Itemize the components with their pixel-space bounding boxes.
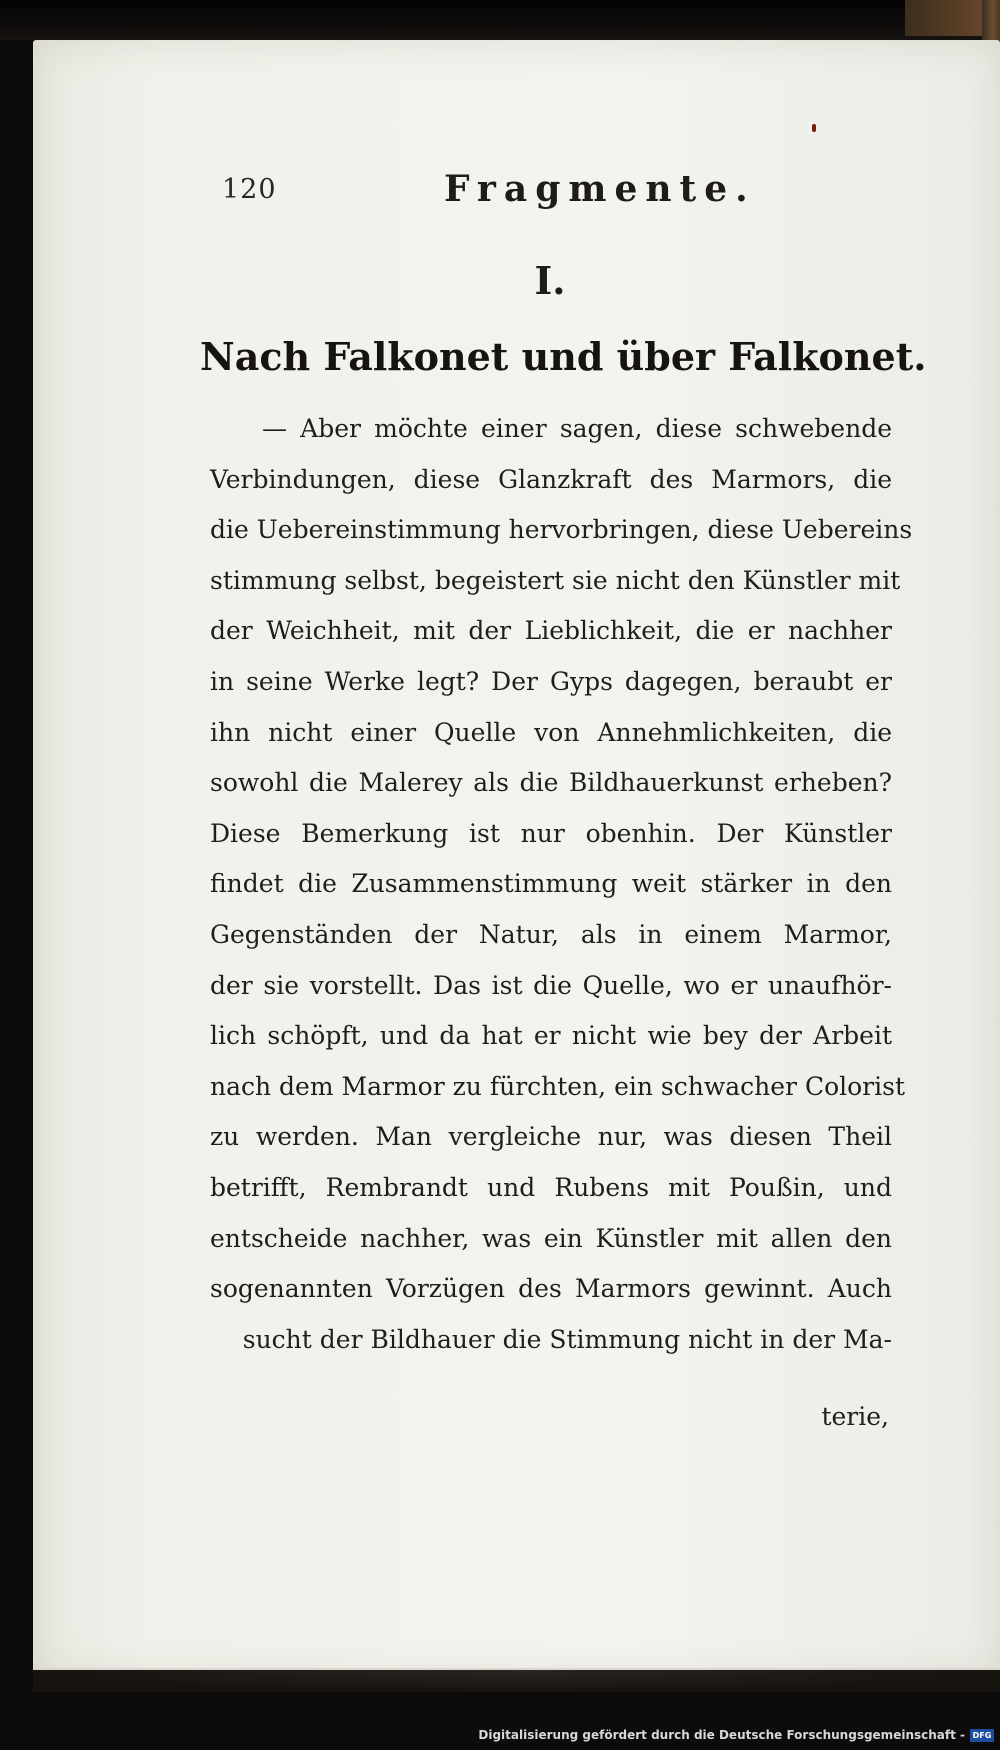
text-line: Verbindungen, diese Glanzkraft des Marmors, die (210, 464, 892, 494)
text-line: betrifft, Rembrandt und Rubens mit Poußin, und (210, 1172, 892, 1202)
text-line: sogenannten Vorzügen des Marmors gewinnt. Auch (210, 1274, 892, 1304)
page-header (222, 168, 756, 218)
text-line: sucht der Bildhauer die Stimmung nicht in der Ma- (242, 1324, 892, 1354)
text-line: Diese Bemerkung ist nur obenhin. Der Künstler (210, 818, 892, 848)
text-line: stimmung selbst, begeistert sie nicht den Künstler mit (210, 565, 901, 595)
page-number: 120 (222, 174, 277, 205)
text-line: ihn nicht einer Quelle von Annehmlichkeiten, die (210, 717, 892, 747)
body-text (210, 404, 913, 1365)
text-line: in seine Werke legt? Der Gyps dagegen, beraubt er (210, 666, 892, 696)
scan-top-border (0, 0, 1000, 40)
text-line: entscheide nachher, was ein Künstler mit allen den (210, 1223, 892, 1253)
text-line: lich schöpft, und da hat er nicht wie bey der Arbeit (210, 1021, 892, 1051)
text-line: findet die Zusammenstimmung weit stärker in den (210, 869, 892, 899)
page-bottom-edge (33, 1668, 1000, 1692)
text-line: zu werden. Man vergleiche nur, was diesen Theil (210, 1122, 892, 1152)
credit-text: Digitalisierung gefördert durch die Deutsche Forschungsgemeinschaft - (478, 1728, 965, 1742)
section-number: I. (534, 258, 566, 303)
catchword: terie, (821, 1402, 889, 1431)
text-line: — Aber möchte einer sagen, diese schwebende (262, 414, 892, 443)
ink-speck (812, 124, 816, 132)
text-line: sowohl die Malerey als die Bildhauerkunst erheben? (210, 768, 892, 798)
text-line: der Weichheit, mit der Lieblichkeit, die er nachher (210, 616, 892, 646)
running-head: Fragmente. (444, 168, 756, 210)
text-line: nach dem Marmor zu fürchten, ein schwacher Colorist (210, 1071, 905, 1101)
text-line: Gegenständen der Natur, als in einem Marmor, (210, 919, 892, 949)
text-line: die Uebereinstimmung hervorbringen, diese Uebereins (210, 515, 913, 545)
text-line: der sie vorstellt. Das ist die Quelle, wo er unaufhör- (210, 970, 892, 1000)
digitization-credit (478, 1728, 994, 1742)
section-title: Nach Falkonet und über Falkonet. (200, 334, 927, 379)
dfg-logo: DFG (970, 1729, 994, 1742)
